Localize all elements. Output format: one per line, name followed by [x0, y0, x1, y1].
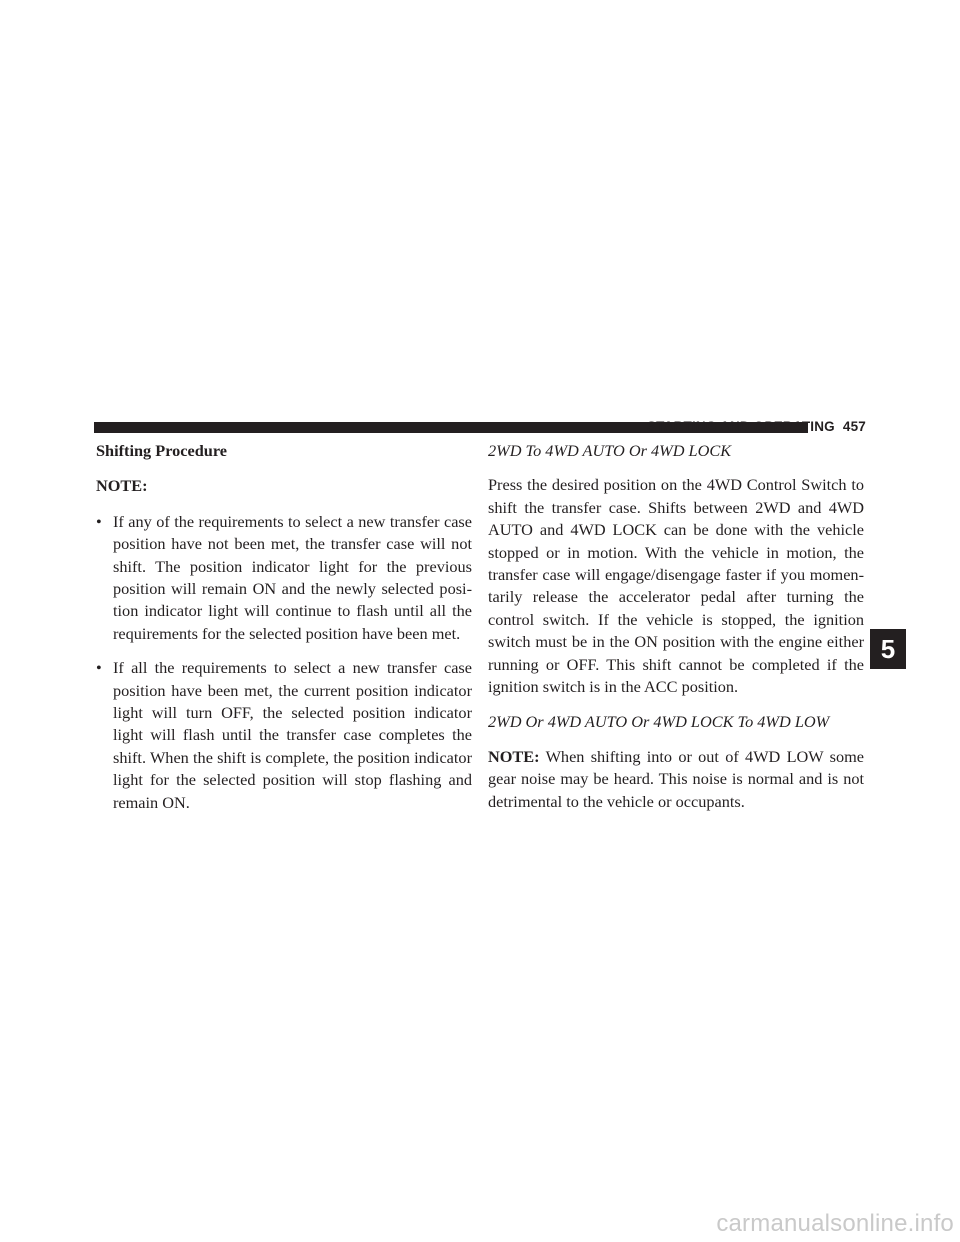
list-item	[96, 511, 472, 645]
right-column	[488, 438, 864, 813]
list-item	[96, 657, 472, 814]
subsection-heading: 2WD Or 4WD AUTO Or 4WD LOCK To 4WD LOW	[488, 712, 830, 732]
note-bullet-list	[96, 511, 472, 814]
note-text: When shifting into or out of 4WD LOW some gear noise may be heard. This noise is normal and is not detrimental to the vehicle or occupants.	[488, 746, 864, 811]
bullet-icon: •	[96, 511, 102, 531]
left-column	[96, 438, 472, 826]
subsection-heading: 2WD To 4WD AUTO Or 4WD LOCK	[488, 441, 732, 460]
running-header	[647, 419, 866, 434]
watermark: carmanualsonline.info	[716, 1210, 954, 1237]
section-heading: Shifting Procedure	[96, 441, 228, 460]
bullet-text: If any of the requirements to select a new transfer case position have not been met, the transfer case will not shift. The position indicator light for the previous position will remain ON and the newly selected posi-tion indicator light will continue to flash until all the requirements for the selected position have been met.	[113, 511, 472, 643]
section-title: STARTING AND OPERATING	[646, 419, 835, 434]
page-number: 457	[842, 419, 866, 434]
bullet-text: If all the requirements to select a new transfer case position have been met, the current position indicator light will turn OFF, the selected position indicator light will flash until the transfer case completes the shift. When the shift is complete, the position indicator light for the selected position will stop flashing and remain ON.	[113, 658, 472, 812]
body-paragraph: Press the desired position on the 4WD Control Switch to shift the transfer case. Shifts between 2WD and 4WD AUTO and 4WD LOCK can be done with the vehicle stopped or in motion. With the vehicle in motion, the transfer case will engage/disengage faster if you momen-tarily release the accelerator pedal after turning the control switch. If the vehicle is stopped, the ignition switch must be in the ON position with the engine either running or OFF. This shift cannot be completed if the ignition switch is in the ACC position.	[488, 475, 864, 697]
chapter-tab: 5	[870, 629, 906, 669]
note-paragraph	[488, 746, 864, 813]
note-label: NOTE:	[488, 746, 540, 766]
note-label: NOTE:	[96, 476, 148, 496]
bullet-icon: •	[96, 658, 102, 678]
